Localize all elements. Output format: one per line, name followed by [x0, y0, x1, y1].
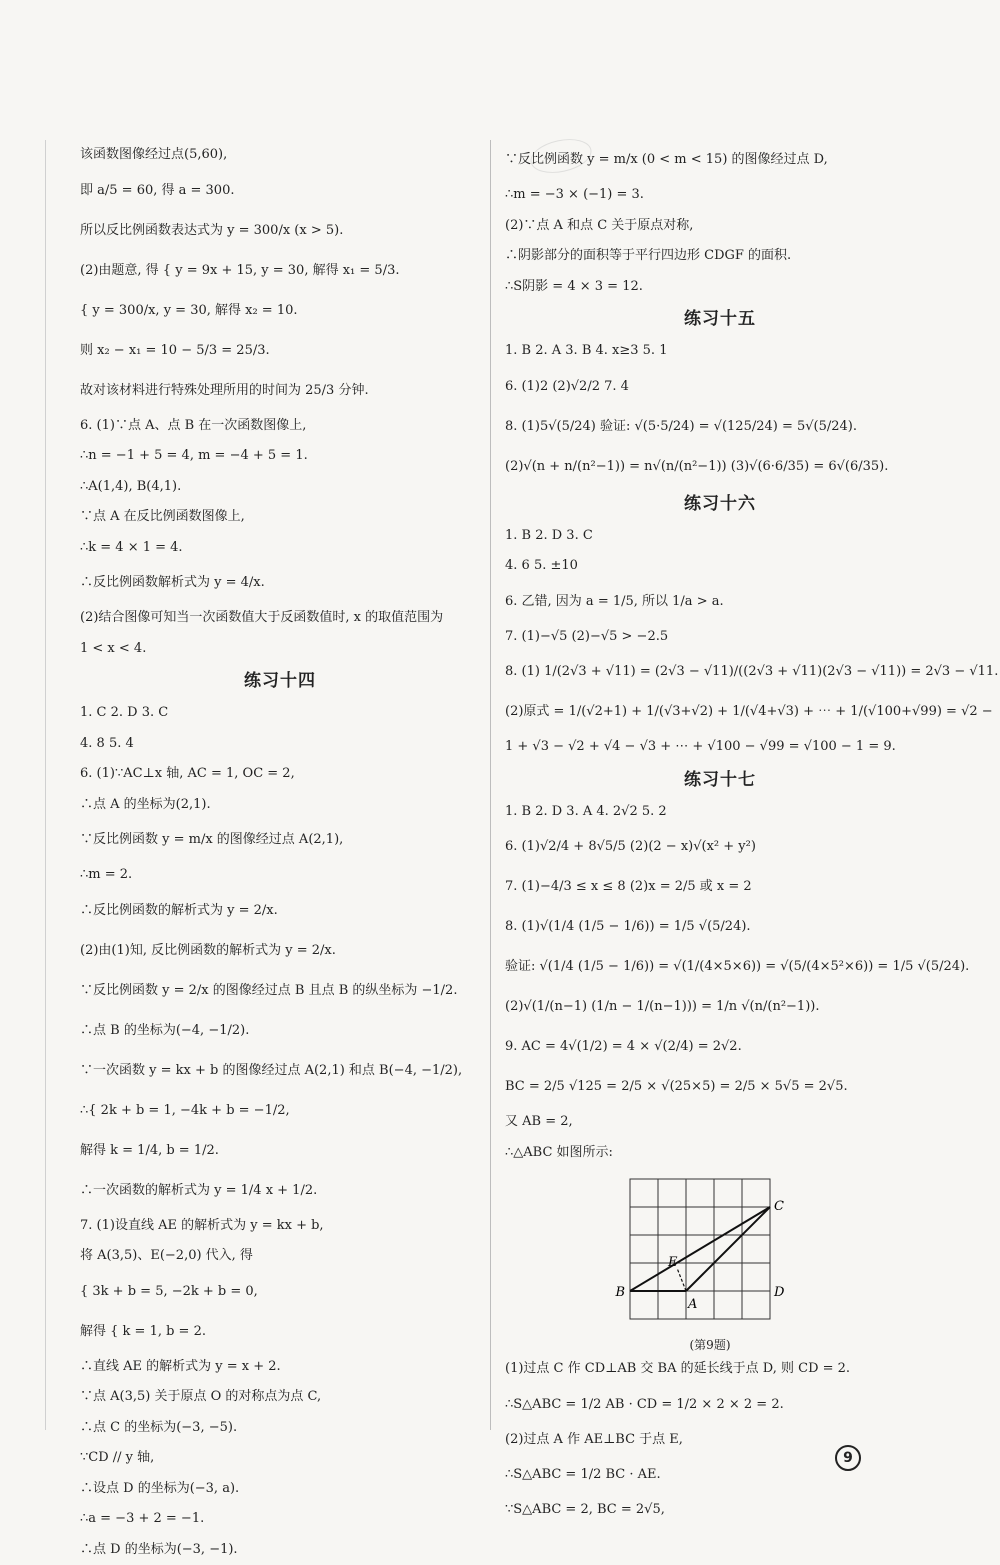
- answer-line: ∴A(1,4), B(4,1).: [80, 472, 480, 503]
- answer-line: ∵一次函数 y = kx + b 的图像经过点 A(2,1) 和点 B(−4, −1/2),: [80, 1051, 480, 1091]
- answer-line: ∴阴影部分的面积等于平行四边形 CDGF 的面积.: [505, 241, 935, 272]
- section-heading: 练习十五: [505, 302, 935, 336]
- answer-line: ∵反比例函数 y = m/x (0 < m < 15) 的图像经过点 D,: [505, 140, 935, 180]
- answer-line: 验证: √(1/4 (1/5 − 1/6)) = √(1/(4×5×6)) = √(5/(4×5²×6)) = 1/5 √(5/24).: [505, 947, 935, 987]
- answer-line: ∴k = 4 × 1 = 4.: [80, 533, 480, 564]
- answer-line: ∴点 C 的坐标为(−3, −5).: [80, 1413, 480, 1444]
- answer-line: ∵S△ABC = 2, BC = 2√5,: [505, 1495, 935, 1526]
- answer-line: (2)结合图像可知当一次函数值大于反函数值时, x 的取值范围为: [80, 603, 480, 634]
- answer-line: 1. C 2. D 3. C: [80, 698, 480, 729]
- answer-line: ∵反比例函数 y = 2/x 的图像经过点 B 且点 B 的纵坐标为 −1/2.: [80, 971, 480, 1011]
- page-number: 9: [835, 1445, 861, 1471]
- label-c: C: [774, 1199, 784, 1214]
- page-number-mark: [835, 1445, 895, 1475]
- answer-line: { y = 300/x, y = 30, 解得 x₂ = 10.: [80, 291, 480, 331]
- answer-line: 8. (1) 1/(2√3 + √11) = (2√3 − √11)/((2√3 + √11)(2√3 − √11)) = 2√3 − √11.: [505, 652, 935, 692]
- answer-line: 4. 6 5. ±10: [505, 551, 935, 582]
- section-heading: 练习十七: [505, 763, 935, 797]
- answer-line: 该函数图像经过点(5,60),: [80, 140, 480, 171]
- answer-line: ∴S△ABC = 1/2 BC · AE.: [505, 1455, 935, 1495]
- answer-line: 6. (1)√2/4 + 8√5/5 (2)(2 − x)√(x² + y²): [505, 827, 935, 867]
- answer-line: 8. (1)√(1/4 (1/5 − 1/6)) = 1/5 √(5/24).: [505, 907, 935, 947]
- answer-line: ∴m = 2.: [80, 860, 480, 891]
- answer-line: 则 x₂ − x₁ = 10 − 5/3 = 25/3.: [80, 331, 480, 371]
- answer-line: (1)过点 C 作 CD⊥AB 交 BA 的延长线于点 D, 则 CD = 2.: [505, 1354, 935, 1385]
- grid-diagram: [625, 1174, 795, 1334]
- answer-line: 1 + √3 − √2 + √4 − √3 + ⋯ + √100 − √99 = √100 − 1 = 9.: [505, 732, 935, 763]
- answer-line: 解得 { k = 1, b = 2.: [80, 1312, 480, 1352]
- answer-line: 又 AB = 2,: [505, 1107, 935, 1138]
- answer-line: ∴{ 2k + b = 1, −4k + b = −1/2,: [80, 1091, 480, 1131]
- right-column-top: [505, 140, 935, 1168]
- answer-line: (2)由(1)知, 反比例函数的解析式为 y = 2/x.: [80, 931, 480, 971]
- answer-line: (2)√(n + n/(n²−1)) = n√(n/(n²−1)) (3)√(6·6/35) = 6√(6/35).: [505, 447, 935, 487]
- answer-line: ∴一次函数的解析式为 y = 1/4 x + 1/2.: [80, 1171, 480, 1211]
- answer-line: ∵反比例函数 y = m/x 的图像经过点 A(2,1),: [80, 820, 480, 860]
- answer-line: ∴点 D 的坐标为(−3, −1).: [80, 1535, 480, 1565]
- section-heading: 练习十六: [505, 487, 935, 521]
- answer-line: 1. B 2. D 3. C: [505, 521, 935, 552]
- answer-line: ∴反比例函数解析式为 y = 4/x.: [80, 563, 480, 603]
- left-margin-line: [45, 140, 46, 1430]
- answer-line: ∴直线 AE 的解析式为 y = x + 2.: [80, 1352, 480, 1383]
- answer-line: 9. AC = 4√(1/2) = 4 × √(2/4) = 2√2.: [505, 1027, 935, 1067]
- answer-line: ∴S阴影 = 4 × 3 = 12.: [505, 272, 935, 303]
- answer-line: 1 < x < 4.: [80, 634, 480, 665]
- answer-line: ∴反比例函数的解析式为 y = 2/x.: [80, 891, 480, 931]
- answer-line: 7. (1)−4/3 ≤ x ≤ 8 (2)x = 2/5 或 x = 2: [505, 867, 935, 907]
- answer-line: 6. (1)∵AC⊥x 轴, AC = 1, OC = 2,: [80, 759, 480, 790]
- answer-line: 将 A(3,5)、E(−2,0) 代入, 得: [80, 1241, 480, 1272]
- answer-line: 故对该材料进行特殊处理所用的时间为 25/3 分钟.: [80, 371, 480, 411]
- answer-line: 4. 8 5. 4: [80, 729, 480, 760]
- answer-line: ∵CD // y 轴,: [80, 1443, 480, 1474]
- answer-line: 即 a/5 = 60, 得 a = 300.: [80, 171, 480, 211]
- figure-caption: (第9题): [625, 1334, 795, 1356]
- triangle-grid-figure: [625, 1174, 795, 1354]
- answer-line: 8. (1)5√(5/24) 验证: √(5·5/24) = √(125/24) = 5√(5/24).: [505, 407, 935, 447]
- label-e: E: [667, 1255, 678, 1270]
- answer-line: 7. (1)−√5 (2)−√5 > −2.5: [505, 622, 935, 653]
- segment-ae: [677, 1268, 686, 1291]
- label-b: B: [614, 1285, 625, 1300]
- answer-line: BC = 2/5 √125 = 2/5 × √(25×5) = 2/5 × 5√5 = 2√5.: [505, 1067, 935, 1107]
- answer-line: 1. B 2. A 3. B 4. x≥3 5. 1: [505, 336, 935, 367]
- answer-line: (2)∵点 A 和点 C 关于原点对称,: [505, 211, 935, 242]
- answer-line: (2)原式 = 1/(√2+1) + 1/(√3+√2) + 1/(√4+√3) + ⋯ + 1/(√100+√99) = √2 −: [505, 692, 935, 732]
- answer-line: 6. 乙错, 因为 a = 1/5, 所以 1/a > a.: [505, 582, 935, 622]
- answer-line: ∴点 A 的坐标为(2,1).: [80, 790, 480, 821]
- answer-line: (2)√(1/(n−1) (1/n − 1/(n−1))) = 1/n √(n/(n²−1)).: [505, 987, 935, 1027]
- column-divider: [490, 140, 491, 1430]
- answer-line: ∴△ABC 如图所示:: [505, 1138, 935, 1169]
- answer-line: 6. (1)∵点 A、点 B 在一次函数图像上,: [80, 411, 480, 442]
- answer-line: ∵点 A(3,5) 关于原点 O 的对称点为点 C,: [80, 1382, 480, 1413]
- right-column: [505, 140, 935, 1526]
- answer-line: 所以反比例函数表达式为 y = 300/x (x > 5).: [80, 211, 480, 251]
- answer-line: ∴设点 D 的坐标为(−3, a).: [80, 1474, 480, 1505]
- answer-line: ∵点 A 在反比例函数图像上,: [80, 502, 480, 533]
- label-d: D: [773, 1285, 785, 1300]
- answer-line: ∴点 B 的坐标为(−4, −1/2).: [80, 1011, 480, 1051]
- answer-line: (2)过点 A 作 AE⊥BC 于点 E,: [505, 1425, 935, 1456]
- left-column: [80, 140, 480, 1565]
- answer-line: { 3k + b = 5, −2k + b = 0,: [80, 1272, 480, 1312]
- answer-line: (2)由题意, 得 { y = 9x + 15, y = 30, 解得 x₁ = 5/3.: [80, 251, 480, 291]
- answer-line: ∴a = −3 + 2 = −1.: [80, 1504, 480, 1535]
- label-a: A: [687, 1297, 697, 1312]
- answer-line: 7. (1)设直线 AE 的解析式为 y = kx + b,: [80, 1211, 480, 1242]
- answer-line: ∴m = −3 × (−1) = 3.: [505, 180, 935, 211]
- right-column-bottom: [505, 1354, 935, 1526]
- answer-line: 6. (1)2 (2)√2/2 7. 4: [505, 367, 935, 407]
- section-heading: 练习十四: [80, 664, 480, 698]
- answer-line: ∴S△ABC = 1/2 AB · CD = 1/2 × 2 × 2 = 2.: [505, 1385, 935, 1425]
- answer-line: 1. B 2. D 3. A 4. 2√2 5. 2: [505, 797, 935, 828]
- answer-line: ∴n = −1 + 5 = 4, m = −4 + 5 = 1.: [80, 441, 480, 472]
- answer-line: 解得 k = 1/4, b = 1/2.: [80, 1131, 480, 1171]
